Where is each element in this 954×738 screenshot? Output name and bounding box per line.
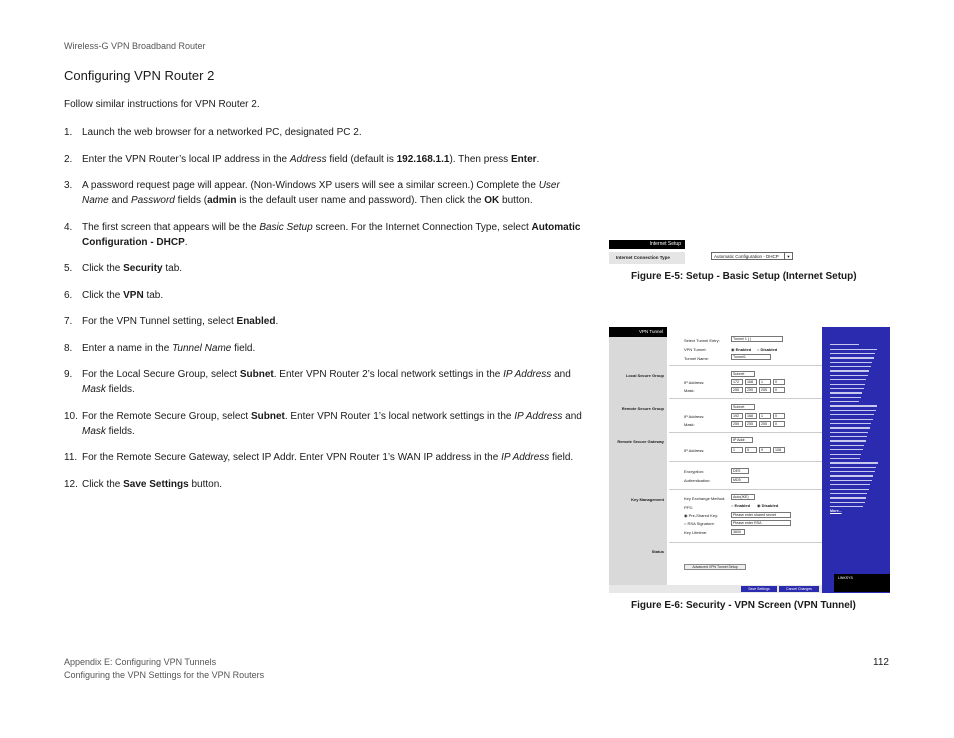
save-settings-button: Save Settings: [741, 586, 777, 592]
step-number: 11.: [64, 452, 78, 463]
step-text: A password request page will appear. (Non-Windows XP users will see a similar screen.) Complete the User Name and Password fields (admin is the default user name and password). Then click the OK button.: [82, 180, 560, 206]
step-text: For the Remote Secure Gateway, select IP Addr. Enter VPN Router 1’s WAN IP address in the IP Address field.: [82, 452, 574, 463]
field-label: Internet Connection Type: [616, 255, 670, 260]
help-text-line: [830, 454, 861, 455]
kem-label: Key Exchange Method:: [684, 496, 726, 501]
gateway-ip-2: 5: [745, 447, 757, 453]
vpn-enabled-radio: ◉ Enabled: [731, 347, 752, 352]
gateway-select: IP Addr.: [731, 437, 753, 443]
step-item: [64, 220, 589, 250]
help-text-line: [830, 392, 862, 393]
help-text-line: [830, 366, 871, 367]
step-item: [64, 178, 589, 208]
logo-text: LINKSYS: [838, 576, 853, 580]
gateway-ip-label: IP Address:: [684, 448, 705, 453]
lifetime-field: 3600: [731, 529, 745, 535]
step-item: [64, 288, 589, 303]
section-local: Local Secure Group: [625, 373, 664, 378]
help-text-line: [830, 414, 874, 415]
local-mask-2: 255: [745, 387, 757, 393]
help-text-line: [830, 410, 876, 411]
help-text-line: [830, 489, 869, 490]
step-item: [64, 367, 589, 397]
help-text-line: [830, 419, 873, 420]
gateway-ip-3: 9: [759, 447, 771, 453]
section-column: [609, 327, 667, 593]
step-number: 12.: [64, 478, 78, 490]
step-number: 6.: [64, 289, 73, 301]
help-text-line: [830, 493, 867, 494]
intro-text: Follow similar instructions for VPN Router 2.: [64, 99, 260, 110]
figure-caption-e6: Figure E-6: Security - VPN Screen (VPN Tunnel): [631, 600, 856, 611]
pfs-label: PFS:: [684, 505, 693, 510]
page-number: 112: [873, 657, 889, 668]
figure-caption-e5: Figure E-5: Setup - Basic Setup (Internet Setup): [631, 271, 857, 282]
help-text-line: [830, 401, 859, 402]
step-item: [64, 477, 589, 492]
tab-label: VPN Tunnel: [638, 329, 663, 334]
help-text-line: [830, 506, 863, 507]
linksys-logo: [834, 574, 890, 592]
divider: [669, 542, 822, 543]
help-text-line: [830, 379, 866, 380]
footer-section: Configuring the VPN Settings for the VPN Routers: [64, 670, 265, 680]
step-text: The first screen that appears will be the Basic Setup screen. For the Internet Connection Type, select Automatic Configuration - DHCP.: [82, 221, 581, 248]
local-mask-1: 255: [731, 387, 743, 393]
step-number: 3.: [64, 180, 73, 191]
step-text: Launch the web browser for a networked PC, designated PC 2.: [82, 127, 362, 138]
remote-ip-label: IP Address:: [684, 414, 705, 419]
select-tunnel-label: Select Tunnel Entry:: [684, 338, 720, 343]
advanced-vpn-button: Advanced VPN Tunnel Setup: [684, 564, 746, 570]
divider: [669, 432, 822, 433]
help-text-line: [830, 349, 877, 350]
chevron-down-icon: ▼: [784, 253, 792, 259]
step-item: [64, 409, 589, 439]
rsa-field: Please enter RSA: [731, 520, 791, 526]
step-number: 5.: [64, 263, 73, 274]
step-text: For the Remote Secure Group, select Subnet. Enter VPN Router 1’s local network settings in the IP Address and Mask fields.: [82, 410, 582, 437]
psk-radio: ◉ Pre-Shared Key:: [684, 513, 719, 518]
step-text: For the VPN Tunnel setting, select Enabled.: [82, 316, 279, 327]
tab-bar: [609, 240, 685, 249]
help-text-line: [830, 458, 860, 459]
remote-ip-3: 1: [759, 413, 771, 419]
encryption-select: DES: [731, 468, 749, 474]
help-text-line: [830, 405, 877, 406]
help-text-line: [830, 467, 876, 468]
help-text-line: [830, 445, 864, 446]
step-text: Click the Save Settings button.: [82, 478, 223, 490]
help-text-line: [830, 449, 863, 450]
step-item: [64, 341, 589, 356]
section-status: Status: [651, 549, 664, 554]
kem-select: Auto(IKE): [731, 494, 755, 500]
step-number: 10.: [64, 410, 78, 422]
step-text: Enter the VPN Router’s local IP address in the Address field (default is 192.168.1.1). Then press Enter.: [82, 153, 540, 165]
help-text-line: [830, 502, 865, 503]
button-bar: [609, 585, 822, 593]
step-text: Enter a name in the Tunnel Name field.: [82, 342, 256, 354]
connection-type-select: [711, 252, 793, 260]
vpn-tunnel-label: VPN Tunnel:: [684, 347, 707, 352]
local-ip-2: 168: [745, 379, 757, 385]
remote-mask-label: Mask:: [684, 422, 695, 427]
divider: [669, 398, 822, 399]
remote-ip-1: 192: [731, 413, 743, 419]
help-text-line: [830, 475, 873, 476]
local-mask-3: 255: [759, 387, 771, 393]
section-key-management: Key Management: [631, 497, 664, 502]
help-text-line: [830, 497, 866, 498]
step-text: Click the VPN tab.: [82, 289, 164, 301]
figure-internet-setup: [609, 240, 881, 264]
steps-list: [64, 125, 589, 503]
help-text-line: [830, 480, 872, 481]
local-ip-label: IP Address:: [684, 380, 705, 385]
step-number: 8.: [64, 342, 73, 354]
step-number: 7.: [64, 316, 73, 327]
section-gateway: Remote Secure Gateway: [617, 439, 664, 444]
remote-group-select: Subnet: [731, 404, 755, 410]
help-text-line: [830, 462, 878, 463]
local-mask-4: 0: [773, 387, 785, 393]
field-label-cell: [609, 252, 685, 264]
help-more-link: More...: [830, 509, 842, 513]
select-tunnel: Tunnel 1 ( ): [731, 336, 783, 342]
footer-appendix: Appendix E: Configuring VPN Tunnels: [64, 657, 217, 667]
divider: [669, 461, 822, 462]
local-ip-3: 1: [759, 379, 771, 385]
pfs-enabled-radio: ○ Enabled: [731, 503, 751, 508]
help-text-line: [830, 344, 859, 345]
vpn-disabled-radio: ○ Disabled: [757, 347, 778, 352]
section-title: Configuring VPN Router 2: [64, 68, 215, 83]
psk-field: Please enter shared secret: [731, 512, 791, 518]
help-text-line: [830, 432, 868, 433]
help-text-line: [830, 397, 861, 398]
divider: [669, 489, 822, 490]
section-remote: Remote Secure Group: [621, 406, 664, 411]
tunnel-name-field: Tunnel1: [731, 354, 771, 360]
help-text-line: [830, 471, 875, 472]
help-panel: [822, 327, 890, 593]
remote-mask-2: 255: [745, 421, 757, 427]
remote-mask-3: 255: [759, 421, 771, 427]
remote-ip-4: 0: [773, 413, 785, 419]
local-ip-4: 0: [773, 379, 785, 385]
remote-mask-1: 255: [731, 421, 743, 427]
vpn-form: [669, 327, 822, 593]
encryption-label: Encryption:: [684, 469, 705, 474]
step-text: Click the Security tab.: [82, 263, 183, 274]
local-mask-label: Mask:: [684, 388, 695, 393]
gateway-ip-4: 108: [773, 447, 785, 453]
help-text-line: [830, 384, 865, 385]
step-item: [64, 152, 589, 167]
step-number: 1.: [64, 127, 73, 138]
rsa-radio: ○ RSA Signature:: [684, 521, 715, 526]
divider: [669, 365, 822, 366]
help-text-line: [830, 423, 871, 424]
cancel-changes-button: Cancel Changes: [779, 586, 819, 592]
help-text-line: [830, 370, 869, 371]
pfs-disabled-radio: ◉ Disabled: [757, 503, 779, 508]
help-text-line: [830, 362, 872, 363]
figure-vpn-tunnel: [609, 327, 890, 593]
help-text-line: [830, 357, 874, 358]
step-item: [64, 314, 589, 329]
step-item: [64, 125, 589, 140]
tab-bar: [609, 327, 667, 337]
gateway-ip-1: 1: [731, 447, 743, 453]
auth-select: MD5: [731, 477, 749, 483]
help-text-line: [830, 440, 866, 441]
document-header: Wireless-G VPN Broadband Router: [64, 41, 206, 51]
step-item: [64, 450, 589, 465]
remote-mask-4: 0: [773, 421, 785, 427]
local-ip-1: 172: [731, 379, 743, 385]
step-text: For the Local Secure Group, select Subnet. Enter VPN Router 2’s local network settings in the IP Address and Mask fields.: [82, 369, 571, 395]
remote-ip-2: 168: [745, 413, 757, 419]
tab-label: Internet Setup: [649, 241, 681, 247]
help-text-line: [830, 436, 867, 437]
step-number: 2.: [64, 153, 73, 165]
help-text-line: [830, 427, 870, 428]
help-text-line: [830, 353, 875, 354]
step-number: 4.: [64, 221, 73, 233]
lifetime-label: Key Lifetime:: [684, 530, 708, 535]
step-item: [64, 261, 589, 276]
help-text-line: [830, 388, 864, 389]
help-text-line: [830, 375, 868, 376]
select-value: Automatic Configuration - DHCP: [714, 254, 779, 259]
help-text-lines: [830, 341, 878, 510]
step-number: 9.: [64, 369, 73, 380]
help-text-line: [830, 484, 870, 485]
local-group-select: Subnet: [731, 371, 755, 377]
tunnel-name-label: Tunnel Name:: [684, 356, 709, 361]
auth-label: Authentication:: [684, 478, 711, 483]
